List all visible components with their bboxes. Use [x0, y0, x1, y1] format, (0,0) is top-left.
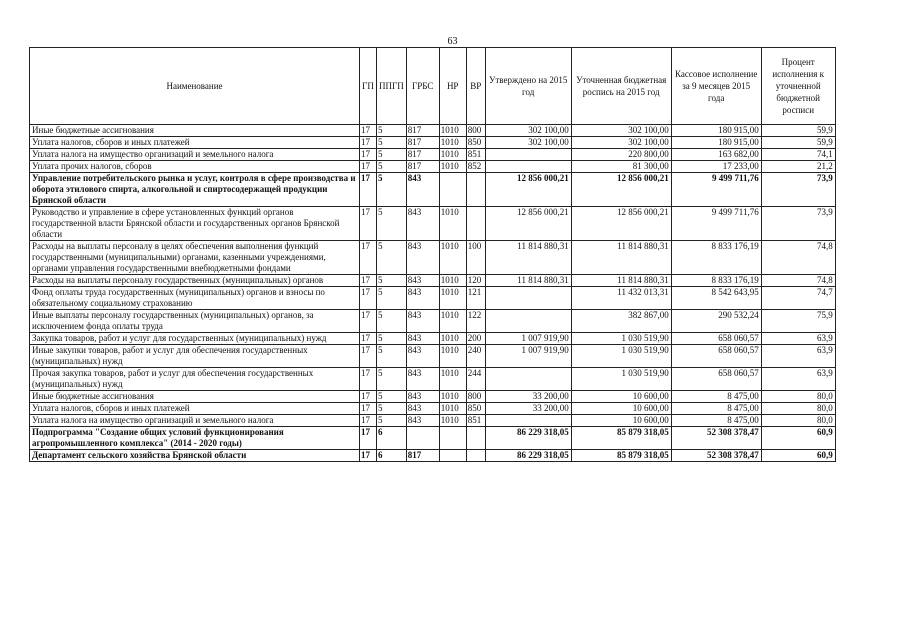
header-percent: Процент исполнения к уточненной бюджетной росписи — [761, 48, 835, 125]
cell-grbs: 843 — [406, 391, 439, 403]
cell-approved: 33 200,00 — [485, 403, 571, 415]
cell-grbs: 817 — [406, 450, 439, 462]
cell-percent: 63,9 — [761, 333, 835, 345]
cell-grbs — [406, 427, 439, 450]
cell-grbs: 843 — [406, 275, 439, 287]
cell-clarified: 302 100,00 — [571, 125, 671, 137]
cell-name: Управление потребительского рынка и услуг, контроля в сфере производства и оборота этилового спирта, алкогольной и спиртосодержащей продукции Брянской области — [30, 173, 360, 207]
cell-vr: 200 — [466, 333, 485, 345]
cell-grbs: 817 — [406, 137, 439, 149]
cell-name: Уплата налога на имущество организаций и земельного налога — [30, 149, 360, 161]
cell-ppgp: 5 — [377, 275, 407, 287]
cell-grbs: 817 — [406, 149, 439, 161]
page-number: 63 — [447, 36, 458, 47]
cell-percent: 59,9 — [761, 125, 835, 137]
cell-vr: 850 — [466, 403, 485, 415]
cell-gp: 17 — [360, 275, 377, 287]
cell-approved — [485, 149, 571, 161]
header-approved: Утверждено на 2015 год — [485, 48, 571, 125]
cell-cash: 180 915,00 — [671, 125, 761, 137]
table-row — [30, 415, 836, 427]
cell-approved: 12 856 000,21 — [485, 207, 571, 241]
cell-gp: 17 — [360, 287, 377, 310]
cell-vr — [466, 173, 485, 207]
cell-clarified: 10 600,00 — [571, 391, 671, 403]
cell-name: Уплата налогов, сборов и иных платежей — [30, 137, 360, 149]
cell-np: 1010 — [439, 275, 466, 287]
cell-cash: 290 532,24 — [671, 310, 761, 333]
table-row — [30, 310, 836, 333]
cell-cash: 163 682,00 — [671, 149, 761, 161]
header-clarified: Уточненная бюджетная роспись на 2015 год — [571, 48, 671, 125]
header-grbs: ГРБС — [406, 48, 439, 125]
cell-percent: 74,8 — [761, 275, 835, 287]
cell-percent: 63,9 — [761, 345, 835, 368]
cell-gp: 17 — [360, 403, 377, 415]
cell-ppgp: 6 — [377, 427, 407, 450]
cell-gp: 17 — [360, 137, 377, 149]
cell-gp: 17 — [360, 333, 377, 345]
cell-ppgp: 5 — [377, 391, 407, 403]
table-row — [30, 427, 836, 450]
cell-grbs: 817 — [406, 161, 439, 173]
cell-np: 1010 — [439, 368, 466, 391]
cell-approved: 302 100,00 — [485, 125, 571, 137]
table-row — [30, 241, 836, 275]
cell-np — [439, 173, 466, 207]
cell-np: 1010 — [439, 310, 466, 333]
cell-cash: 180 915,00 — [671, 137, 761, 149]
cell-percent: 80,0 — [761, 403, 835, 415]
cell-cash: 8 833 176,19 — [671, 275, 761, 287]
table-row — [30, 450, 836, 462]
table-row — [30, 137, 836, 149]
table-row — [30, 333, 836, 345]
cell-np: 1010 — [439, 403, 466, 415]
header-ppgp: ППГП — [377, 48, 407, 125]
table-row — [30, 403, 836, 415]
cell-cash: 658 060,57 — [671, 333, 761, 345]
cell-percent: 80,0 — [761, 415, 835, 427]
cell-approved: 1 007 919,90 — [485, 333, 571, 345]
cell-gp: 17 — [360, 207, 377, 241]
table-row — [30, 161, 836, 173]
cell-cash: 8 475,00 — [671, 415, 761, 427]
cell-clarified: 302 100,00 — [571, 137, 671, 149]
cell-gp: 17 — [360, 173, 377, 207]
cell-percent: 80,0 — [761, 391, 835, 403]
cell-gp: 17 — [360, 345, 377, 368]
cell-cash: 8 475,00 — [671, 403, 761, 415]
budget-table — [29, 47, 836, 462]
cell-ppgp: 5 — [377, 345, 407, 368]
header-vr: ВР — [466, 48, 485, 125]
cell-ppgp: 5 — [377, 287, 407, 310]
table-row — [30, 149, 836, 161]
header-gp: ГП — [360, 48, 377, 125]
cell-vr — [466, 207, 485, 241]
cell-ppgp: 5 — [377, 173, 407, 207]
cell-np: 1010 — [439, 149, 466, 161]
cell-name: Закупка товаров, работ и услуг для государственных (муниципальных) нужд — [30, 333, 360, 345]
cell-name: Иные бюджетные ассигнования — [30, 391, 360, 403]
cell-vr — [466, 450, 485, 462]
cell-percent: 73,9 — [761, 173, 835, 207]
table-row — [30, 391, 836, 403]
cell-percent: 21,2 — [761, 161, 835, 173]
cell-ppgp: 5 — [377, 333, 407, 345]
cell-np: 1010 — [439, 161, 466, 173]
cell-clarified: 12 856 000,21 — [571, 207, 671, 241]
table-row — [30, 275, 836, 287]
cell-gp: 17 — [360, 241, 377, 275]
cell-vr: 852 — [466, 161, 485, 173]
cell-clarified: 10 600,00 — [571, 415, 671, 427]
cell-clarified: 11 432 013,31 — [571, 287, 671, 310]
cell-grbs: 843 — [406, 310, 439, 333]
cell-clarified: 220 800,00 — [571, 149, 671, 161]
cell-cash: 52 308 378,47 — [671, 427, 761, 450]
cell-name: Иные закупки товаров, работ и услуг для обеспечения государственных (муниципальных) нужд — [30, 345, 360, 368]
cell-approved — [485, 310, 571, 333]
cell-vr: 122 — [466, 310, 485, 333]
cell-percent: 63,9 — [761, 368, 835, 391]
cell-approved: 302 100,00 — [485, 137, 571, 149]
cell-clarified: 1 030 519,90 — [571, 333, 671, 345]
cell-np: 1010 — [439, 241, 466, 275]
cell-approved: 33 200,00 — [485, 391, 571, 403]
cell-gp: 17 — [360, 161, 377, 173]
cell-cash: 658 060,57 — [671, 345, 761, 368]
cell-approved: 11 814 880,31 — [485, 241, 571, 275]
cell-clarified: 81 300,00 — [571, 161, 671, 173]
cell-approved — [485, 368, 571, 391]
cell-name: Иные бюджетные ассигнования — [30, 125, 360, 137]
cell-name: Фонд оплаты труда государственных (муниципальных) органов и взносы по обязательному социальному страхованию — [30, 287, 360, 310]
cell-np: 1010 — [439, 345, 466, 368]
table-row — [30, 287, 836, 310]
cell-name: Уплата прочих налогов, сборов — [30, 161, 360, 173]
cell-clarified: 12 856 000,21 — [571, 173, 671, 207]
cell-grbs: 843 — [406, 207, 439, 241]
cell-name: Иные выплаты персоналу государственных (муниципальных) органов, за исключением фонда оплаты труда — [30, 310, 360, 333]
cell-approved: 1 007 919,90 — [485, 345, 571, 368]
cell-grbs: 843 — [406, 241, 439, 275]
cell-vr: 851 — [466, 149, 485, 161]
cell-cash: 17 233,00 — [671, 161, 761, 173]
cell-percent: 60,9 — [761, 427, 835, 450]
cell-np: 1010 — [439, 333, 466, 345]
cell-clarified: 11 814 880,31 — [571, 241, 671, 275]
cell-ppgp: 5 — [377, 137, 407, 149]
table-row — [30, 173, 836, 207]
cell-vr: 244 — [466, 368, 485, 391]
cell-gp: 17 — [360, 125, 377, 137]
cell-name: Уплата налога на имущество организаций и земельного налога — [30, 415, 360, 427]
cell-cash: 9 499 711,76 — [671, 207, 761, 241]
cell-percent: 59,9 — [761, 137, 835, 149]
cell-clarified: 11 814 880,31 — [571, 275, 671, 287]
cell-percent: 75,9 — [761, 310, 835, 333]
cell-grbs: 843 — [406, 368, 439, 391]
header-np: НР — [439, 48, 466, 125]
cell-grbs: 843 — [406, 287, 439, 310]
cell-grbs: 843 — [406, 415, 439, 427]
cell-grbs: 817 — [406, 125, 439, 137]
cell-name: Прочая закупка товаров, работ и услуг для обеспечения государственных (муниципальных) нужд — [30, 368, 360, 391]
cell-name: Расходы на выплаты персоналу государственных (муниципальных) органов — [30, 275, 360, 287]
cell-vr — [466, 427, 485, 450]
cell-cash: 52 308 378,47 — [671, 450, 761, 462]
cell-name: Департамент сельского хозяйства Брянской области — [30, 450, 360, 462]
cell-ppgp: 5 — [377, 403, 407, 415]
cell-percent: 73,9 — [761, 207, 835, 241]
cell-np: 1010 — [439, 415, 466, 427]
cell-ppgp: 5 — [377, 207, 407, 241]
table-row — [30, 368, 836, 391]
cell-cash: 8 833 176,19 — [671, 241, 761, 275]
cell-name: Подпрограмма "Создание общих условий функционирования агропромышленного комплекса" (2014 - 2020 годы) — [30, 427, 360, 450]
cell-grbs: 843 — [406, 345, 439, 368]
cell-gp: 17 — [360, 149, 377, 161]
cell-ppgp: 5 — [377, 241, 407, 275]
cell-percent: 60,9 — [761, 450, 835, 462]
cell-gp: 17 — [360, 391, 377, 403]
cell-gp: 17 — [360, 427, 377, 450]
cell-name: Руководство и управление в сфере установленных функций органов государственной власти Брянской области и государственных органов Брянской области — [30, 207, 360, 241]
cell-cash: 8 542 643,95 — [671, 287, 761, 310]
cell-cash: 8 475,00 — [671, 391, 761, 403]
cell-vr: 851 — [466, 415, 485, 427]
cell-cash: 658 060,57 — [671, 368, 761, 391]
cell-gp: 17 — [360, 368, 377, 391]
cell-name: Уплата налогов, сборов и иных платежей — [30, 403, 360, 415]
cell-clarified: 1 030 519,90 — [571, 345, 671, 368]
table-row — [30, 345, 836, 368]
cell-gp: 17 — [360, 450, 377, 462]
cell-vr: 121 — [466, 287, 485, 310]
cell-ppgp: 5 — [377, 368, 407, 391]
cell-approved — [485, 287, 571, 310]
cell-vr: 100 — [466, 241, 485, 275]
cell-ppgp: 6 — [377, 450, 407, 462]
cell-np: 1010 — [439, 287, 466, 310]
cell-grbs: 843 — [406, 403, 439, 415]
cell-grbs: 843 — [406, 173, 439, 207]
cell-percent: 74,7 — [761, 287, 835, 310]
cell-ppgp: 5 — [377, 125, 407, 137]
cell-name: Расходы на выплаты персоналу в целях обеспечения выполнения функций государственными (муниципальными) органами, казенными учреждениями, органами управления государственными внебюджетными фондами — [30, 241, 360, 275]
cell-ppgp: 5 — [377, 310, 407, 333]
cell-clarified: 85 879 318,05 — [571, 450, 671, 462]
cell-clarified: 10 600,00 — [571, 403, 671, 415]
cell-clarified: 382 867,00 — [571, 310, 671, 333]
cell-ppgp: 5 — [377, 415, 407, 427]
cell-approved — [485, 415, 571, 427]
header-name: Наименование — [30, 48, 360, 125]
cell-gp: 17 — [360, 415, 377, 427]
cell-gp: 17 — [360, 310, 377, 333]
cell-approved: 12 856 000,21 — [485, 173, 571, 207]
cell-vr: 800 — [466, 391, 485, 403]
table-row — [30, 207, 836, 241]
cell-approved: 11 814 880,31 — [485, 275, 571, 287]
cell-cash: 9 499 711,76 — [671, 173, 761, 207]
cell-np: 1010 — [439, 125, 466, 137]
cell-percent: 74,8 — [761, 241, 835, 275]
cell-clarified: 1 030 519,90 — [571, 368, 671, 391]
cell-approved — [485, 161, 571, 173]
cell-np — [439, 427, 466, 450]
cell-np: 1010 — [439, 391, 466, 403]
cell-np: 1010 — [439, 137, 466, 149]
header-row — [30, 48, 836, 125]
cell-vr: 120 — [466, 275, 485, 287]
cell-np: 1010 — [439, 207, 466, 241]
cell-vr: 800 — [466, 125, 485, 137]
cell-np — [439, 450, 466, 462]
table-row — [30, 125, 836, 137]
header-cash: Кассовое исполнение за 9 месяцев 2015 года — [671, 48, 761, 125]
cell-grbs: 843 — [406, 333, 439, 345]
cell-ppgp: 5 — [377, 149, 407, 161]
cell-vr: 850 — [466, 137, 485, 149]
cell-approved: 86 229 318,05 — [485, 427, 571, 450]
cell-clarified: 85 879 318,05 — [571, 427, 671, 450]
cell-percent: 74,1 — [761, 149, 835, 161]
cell-approved: 86 229 318,05 — [485, 450, 571, 462]
cell-vr: 240 — [466, 345, 485, 368]
cell-ppgp: 5 — [377, 161, 407, 173]
